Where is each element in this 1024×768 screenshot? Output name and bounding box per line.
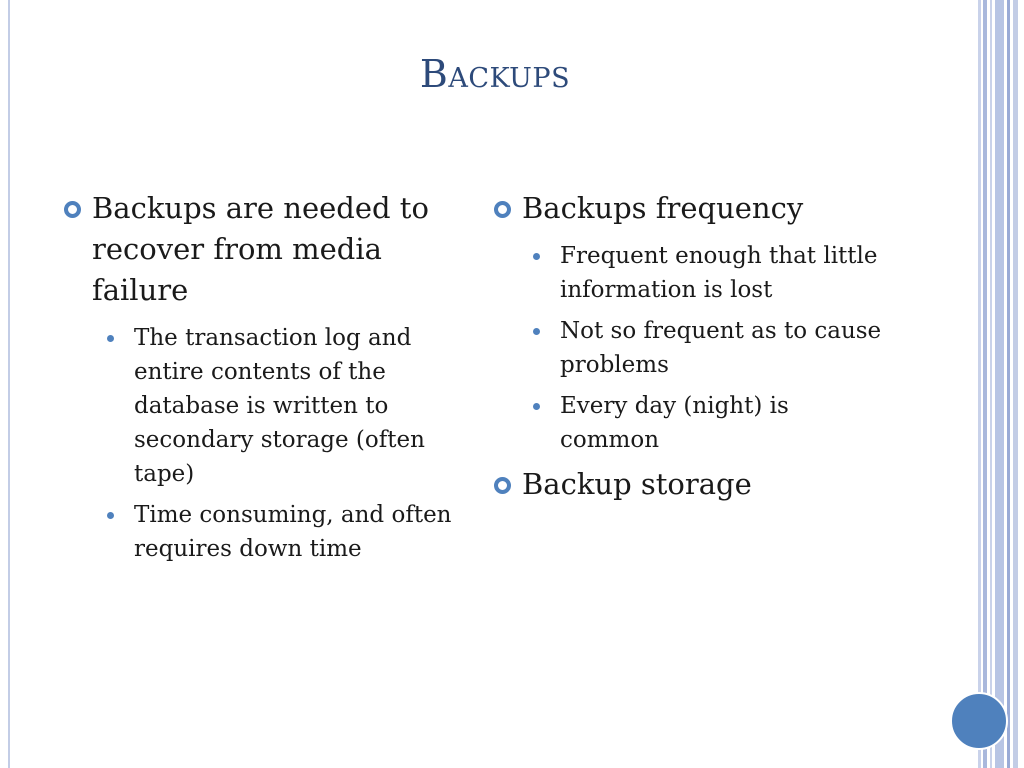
- right-column: [490, 188, 890, 515]
- bullet-icon: [494, 477, 511, 494]
- left-column: [60, 188, 460, 573]
- sub-bullet-text: Not so frequent as to cause problems: [560, 318, 882, 378]
- right-stripe: [983, 0, 987, 768]
- sub-bullet: [490, 314, 890, 382]
- sub-bullet-icon: [107, 512, 114, 519]
- right-stripe: [1007, 0, 1010, 768]
- bullet-icon: [494, 201, 511, 218]
- sub-bullet: [60, 498, 460, 566]
- left-border-line: [8, 0, 10, 768]
- sub-bullet: [60, 321, 460, 491]
- bullet-point: [60, 188, 460, 311]
- right-stripe: [990, 0, 992, 768]
- sub-bullet-text: The transaction log and entire contents of the database is written to secondary storage (often tape): [134, 325, 425, 487]
- bullet-text: Backup storage: [522, 467, 752, 501]
- decorative-circle: [950, 692, 1008, 750]
- right-stripe: [1013, 0, 1018, 768]
- bullet-point: [490, 188, 890, 229]
- sub-bullet: [490, 389, 890, 457]
- sub-bullet-text: Every day (night) is common: [560, 393, 789, 453]
- bullet-icon: [64, 201, 81, 218]
- sub-bullet-icon: [107, 335, 114, 342]
- bullet-text: Backups frequency: [522, 191, 804, 225]
- sub-bullet: [490, 239, 890, 307]
- right-stripe: [978, 0, 981, 768]
- sub-bullet-icon: [533, 253, 540, 260]
- bullet-text: Backups are needed to recover from media failure: [92, 191, 429, 307]
- slide-title: Backups: [419, 52, 571, 96]
- bullet-point: [490, 464, 890, 505]
- sub-bullet-icon: [533, 328, 540, 335]
- sub-bullet-text: Frequent enough that little information is lost: [560, 243, 878, 303]
- sub-bullet-icon: [533, 403, 540, 410]
- sub-bullet-text: Time consuming, and often requires down time: [134, 502, 452, 562]
- right-stripe: [995, 0, 1004, 768]
